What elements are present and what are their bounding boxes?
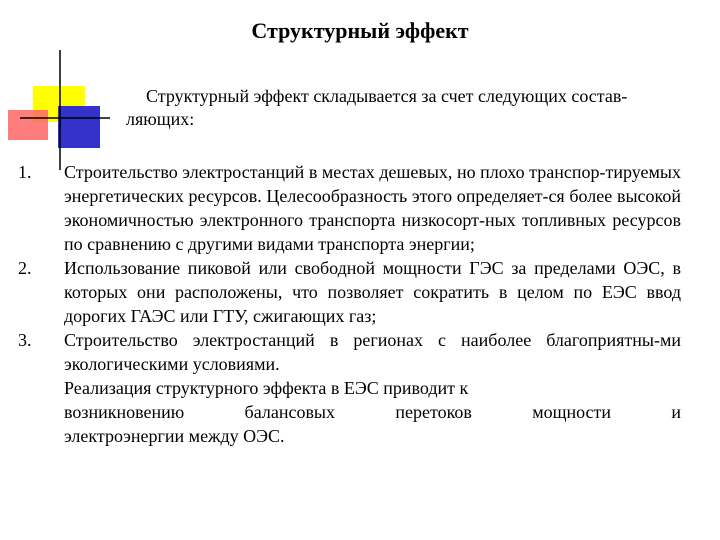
- list-item: [0, 328, 681, 376]
- list-item-number: 1.: [18, 162, 32, 182]
- list-item-text: Строительство электростанций в местах дешевых, но плохо транспор-тируемых энергетических ресурсов. Целесообразность этого определяет-ся более высокой экономичностью электронного транспорта низкосорт-ных топливных ресурсов по сравнению с другими видами транспорта энергии;: [64, 162, 681, 254]
- slide-title: Структурный эффект: [251, 18, 469, 43]
- conclusion-paragraph: [0, 376, 681, 448]
- content-list: [0, 160, 720, 448]
- list-item-number: 2.: [18, 258, 32, 278]
- list-item-text: Строительство электростанций в регионах с наиболее благоприятны-ми экологическими условиями.: [64, 330, 681, 374]
- deco-blue-square: [58, 106, 100, 148]
- deco-red-bar: [8, 110, 48, 140]
- list-item-text: Использование пиковой или свободной мощности ГЭС за пределами ОЭС, в которых они расположены, что позволяет сократить в целом по ЕЭС ввод дорогих ГАЭС или ГТУ, сжигающих газ;: [64, 258, 681, 326]
- list-item-number: 3.: [18, 330, 32, 350]
- list-item: [0, 256, 681, 328]
- conclusion-line: электроэнергии между ОЭС.: [64, 426, 285, 446]
- list-item: [0, 160, 681, 256]
- conclusion-line: Реализация структурного эффекта в ЕЭС приводит к: [64, 378, 469, 398]
- intro-paragraph: Структурный эффект складывается за счет следующих состав-ляющих:: [126, 86, 628, 129]
- conclusion-line: возникновению балансовых перетоков мощности и: [64, 402, 681, 422]
